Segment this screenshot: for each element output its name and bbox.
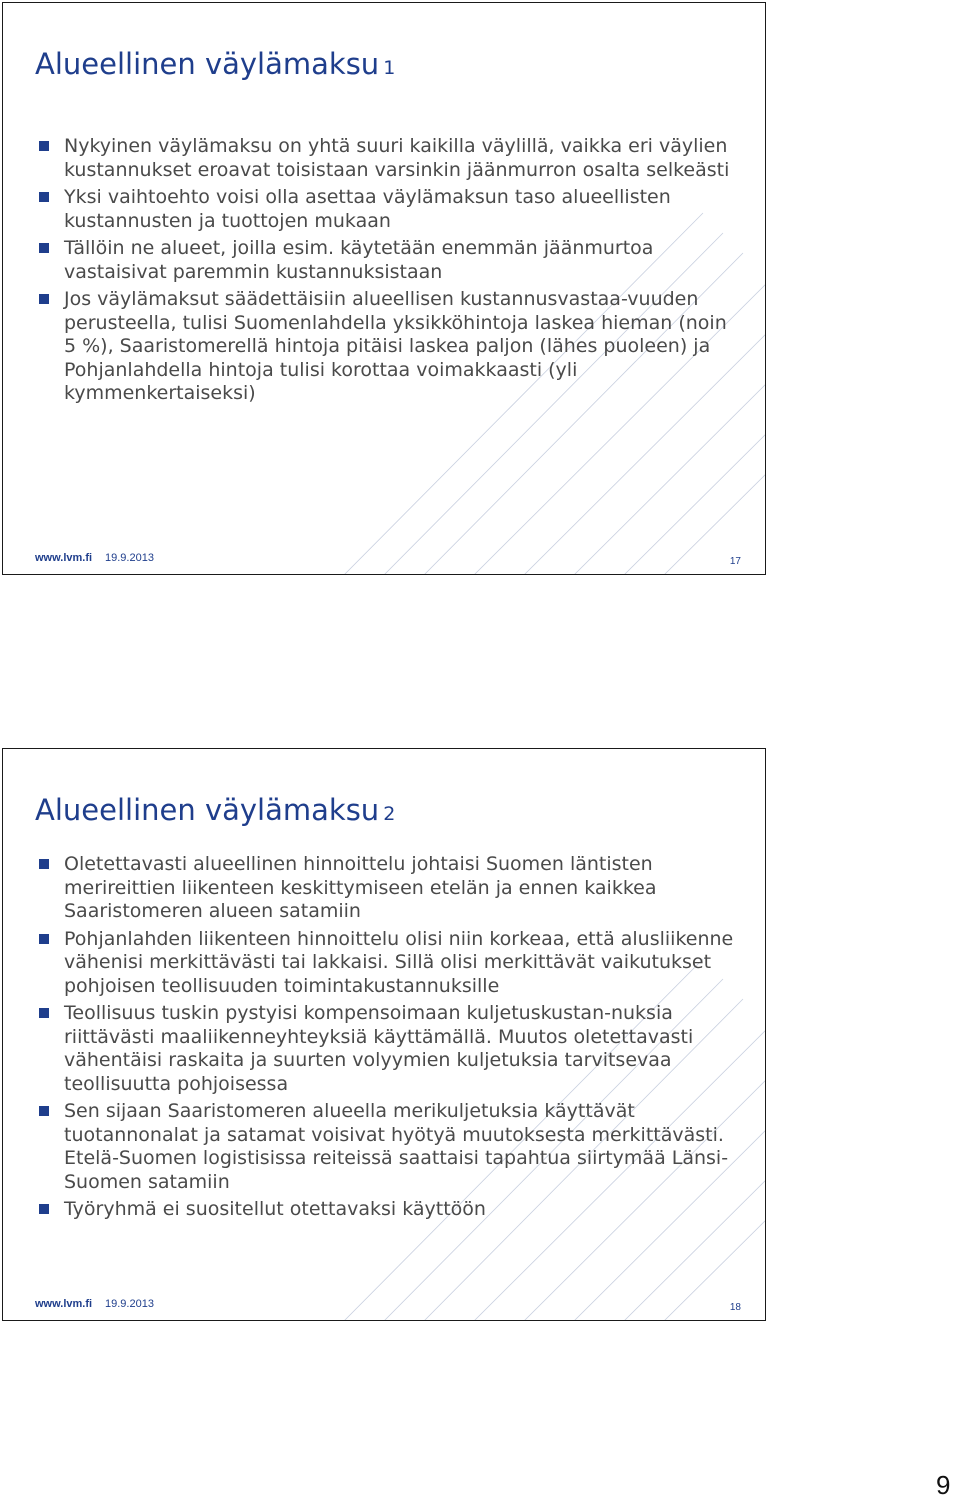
bullet-square-icon — [39, 294, 49, 304]
slide-title — [35, 47, 395, 81]
page-number: 9 — [936, 1470, 951, 1500]
slide-17 — [2, 2, 766, 575]
bullet-square-icon — [39, 243, 49, 253]
bullet-square-icon — [39, 859, 49, 869]
slide-title-number: 2 — [383, 803, 396, 825]
footer-date: 19.9.2013 — [105, 552, 154, 564]
bullet-item — [37, 288, 737, 406]
bullet-square-icon — [39, 141, 49, 151]
bullet-item — [37, 237, 737, 284]
footer-date: 19.9.2013 — [105, 1298, 154, 1310]
footer-url: www.lvm.fi — [35, 1298, 93, 1310]
bullet-item — [37, 186, 737, 233]
bullet-list — [37, 853, 737, 1226]
bullet-text: Yksi vaihtoehto voisi olla asettaa väylämaksun taso alueellisten kustannusten ja tuottojen mukaan — [64, 186, 671, 232]
bullet-item — [37, 1002, 737, 1096]
bullet-square-icon — [39, 1106, 49, 1116]
bullet-item — [37, 928, 737, 999]
slide-number: 18 — [729, 1302, 741, 1313]
footer-url: www.lvm.fi — [35, 552, 93, 564]
slide-18 — [2, 748, 766, 1321]
bullet-list — [37, 135, 737, 410]
slide-title-text: Alueellinen väylämaksu — [35, 793, 380, 827]
slide-number: 17 — [729, 556, 741, 567]
bullet-text: Pohjanlahden liikenteen hinnoittelu olisi niin korkeaa, että alusliikenne vähenisi merkittävästi tai lakkaisi. Sillä olisi merkittävät vaikutukset pohjoisen teollisuuden toimintakustannuksille — [64, 927, 734, 997]
bullet-item — [37, 1198, 737, 1222]
bullet-item — [37, 135, 737, 182]
bullet-text: Oletettavasti alueellinen hinnoittelu johtaisi Suomen läntisten merireittien liikenteen keskittymiseen etelän ja ennen kaikkea Saaristomeren alueen satamiin — [64, 853, 657, 922]
bullet-item — [37, 853, 737, 924]
slide-title-text: Alueellinen väylämaksu — [35, 47, 380, 81]
bullet-text: Sen sijaan Saaristomeren alueella merikuljetuksia käyttävät tuotannonalat ja satamat voisivat hyötyä muutoksesta merkittävästi. Etelä-Suomen logistisissa reiteissä saattaisi tapahtua siirtymää Länsi-Suomen satamiin — [64, 1100, 729, 1193]
bullet-text: Työryhmä ei suositellut otettavaksi käyttöön — [64, 1198, 486, 1220]
bullet-text: Jos väylämaksut säädettäisiin alueellisen kustannusvastaa-vuuden perusteella, tulisi Suomenlahdella yksikköhintoja laskea hieman (noin 5 %), Saaristomerellä hintoja pitäisi laskea paljon (lähes puoleen) ja Pohjanlahdella hintoja tulisi korottaa voimakkaasti (yli kymmenkertaiseksi) — [64, 288, 727, 404]
slide-title-number: 1 — [383, 57, 396, 79]
bullet-square-icon — [39, 1204, 49, 1214]
bullet-text: Teollisuus tuskin pystyisi kompensoimaan kuljetuskustan-nuksia riittävästi maaliikenneyhteyksiä käyttämällä. Muutos oletettavasti vähentäisi raskaita ja suurten volyymien kuljetuksia tarvitsevaa teollisuutta pohjoisessa — [64, 1002, 694, 1095]
bullet-square-icon — [39, 934, 49, 944]
bullet-item — [37, 1100, 737, 1194]
bullet-text: Nykyinen väylämaksu on yhtä suuri kaikilla väylillä, vaikka eri väylien kustannukset eroavat toisistaan varsinkin jäänmurron osalta selkeästi — [64, 135, 730, 181]
bullet-square-icon — [39, 192, 49, 202]
bullet-square-icon — [39, 1008, 49, 1018]
slide-title — [35, 793, 395, 827]
bullet-text: Tällöin ne alueet, joilla esim. käytetään enemmän jäänmurtoa vastaisivat paremmin kustannuksistaan — [64, 237, 654, 283]
